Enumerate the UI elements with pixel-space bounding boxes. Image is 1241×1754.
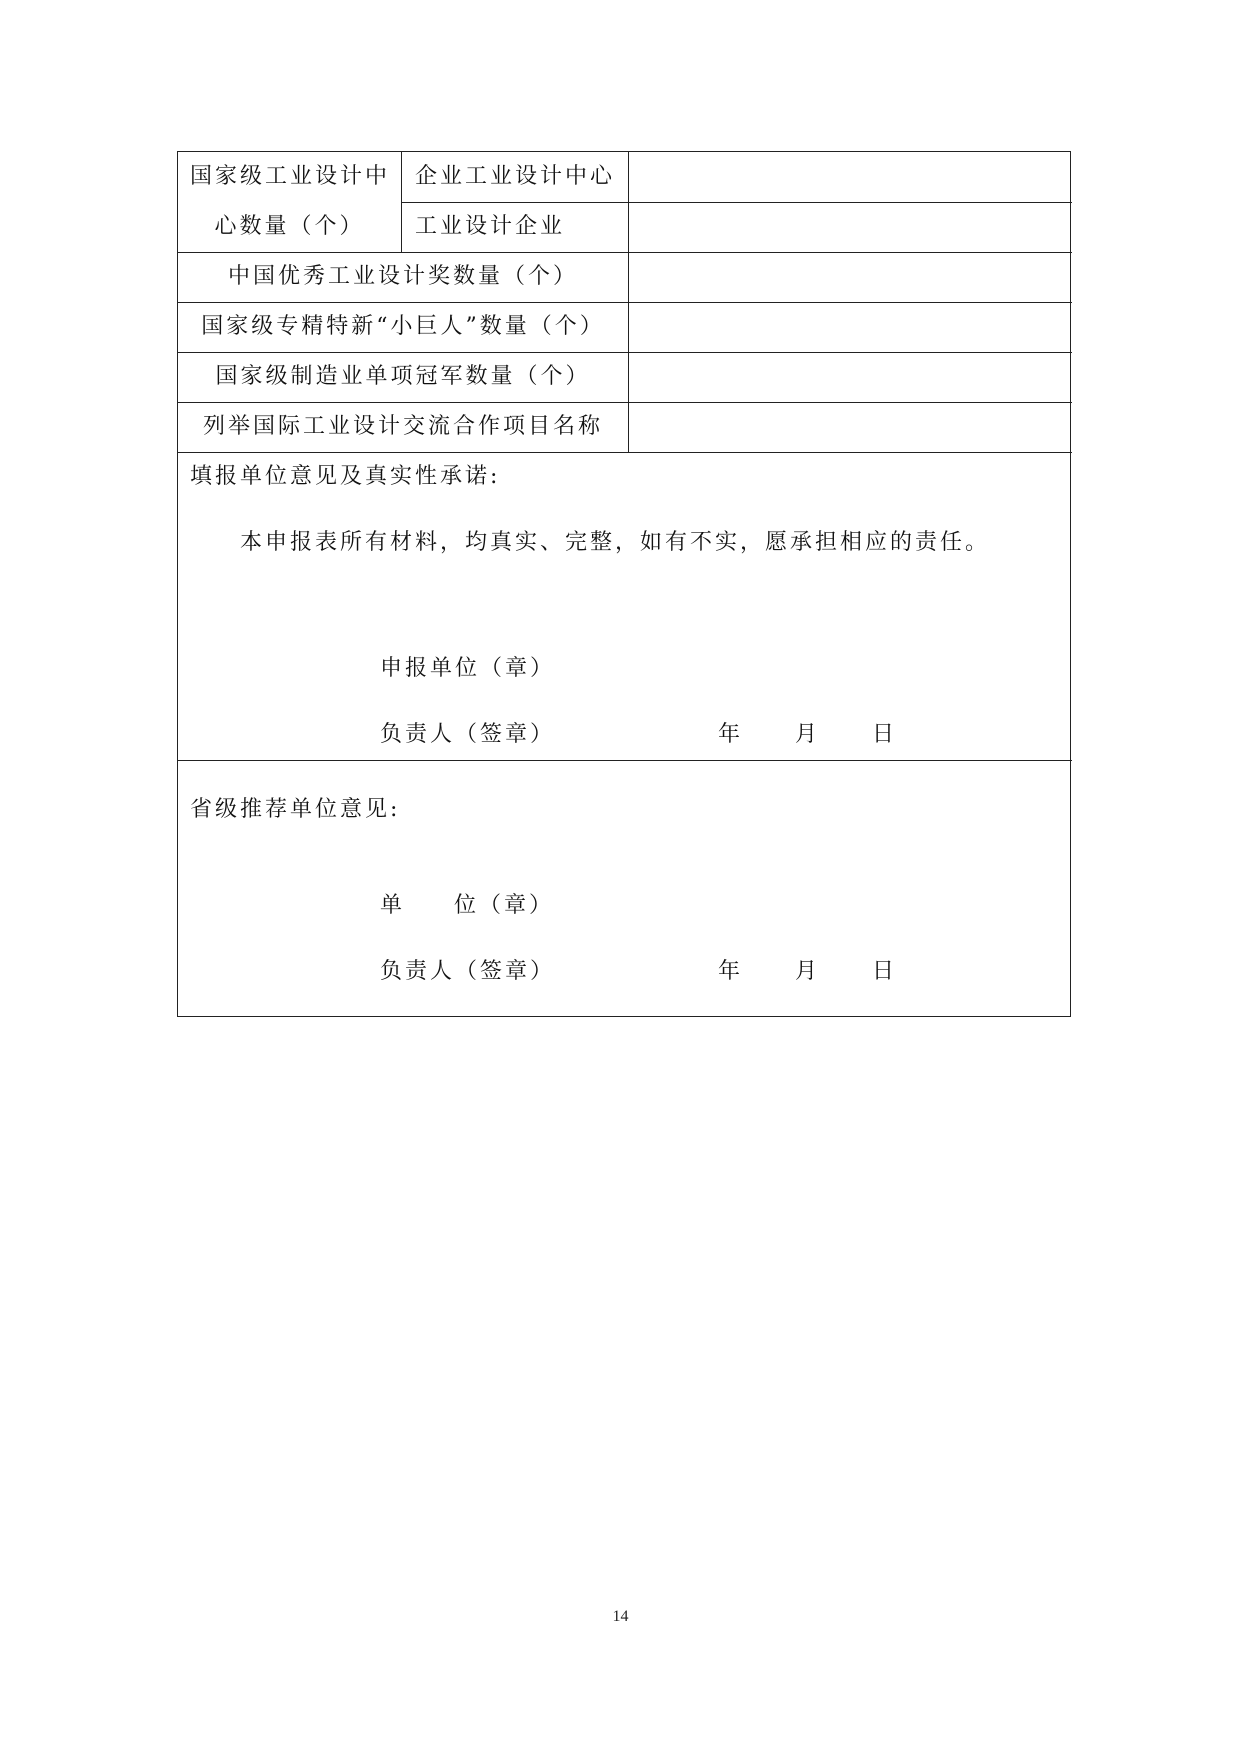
provincial-month-label: 月 [795,959,821,984]
little-giant-label: 国家级专精特新“小巨人”数量（个） [201,314,605,339]
enterprise-design-center-field[interactable] [629,152,1072,202]
section-divider [178,760,1072,761]
declaration-form-table [177,151,1071,1017]
pledge-text: 本申报表所有材料，均真实、完整，如有不实，愿承担相应的责任。 [240,530,991,555]
award-count-field[interactable] [629,253,1072,302]
intl-projects-label: 列举国际工业设计交流合作项目名称 [202,414,603,439]
applicant-year-label: 年 [718,722,744,747]
column-divider [401,152,402,252]
provincial-year-label: 年 [718,959,744,984]
applicant-month-label: 月 [795,722,821,747]
intl-projects-field[interactable] [629,403,1072,452]
little-giant-field[interactable] [629,303,1072,352]
provincial-opinion-heading: 省级推荐单位意见: [190,797,401,822]
provincial-unit-seal-label: 位（章） [454,893,555,918]
page-number: 14 [612,1608,629,1625]
provincial-unit-char1: 单 [380,893,406,918]
design-center-label-line2: 心数量（个） [214,214,365,239]
design-enterprise-field[interactable] [629,203,1072,252]
applicant-opinion-heading: 填报单位意见及真实性承诺: [190,464,501,489]
provincial-day-label: 日 [872,959,898,984]
applicant-unit-seal-label: 申报单位（章） [380,656,556,681]
applicant-responsible-label: 负责人（签章） [380,722,556,747]
champion-field[interactable] [629,353,1072,402]
design-center-label-line1: 国家级工业设计中 [190,164,391,189]
champion-label: 国家级制造业单项冠军数量（个） [215,364,591,389]
design-enterprise-label: 工业设计企业 [415,214,566,239]
award-count-label: 中国优秀工业设计奖数量（个） [227,264,578,289]
provincial-responsible-label: 负责人（签章） [380,959,556,984]
enterprise-design-center-label: 企业工业设计中心 [415,164,616,189]
row-divider [178,452,1072,453]
applicant-day-label: 日 [872,722,898,747]
